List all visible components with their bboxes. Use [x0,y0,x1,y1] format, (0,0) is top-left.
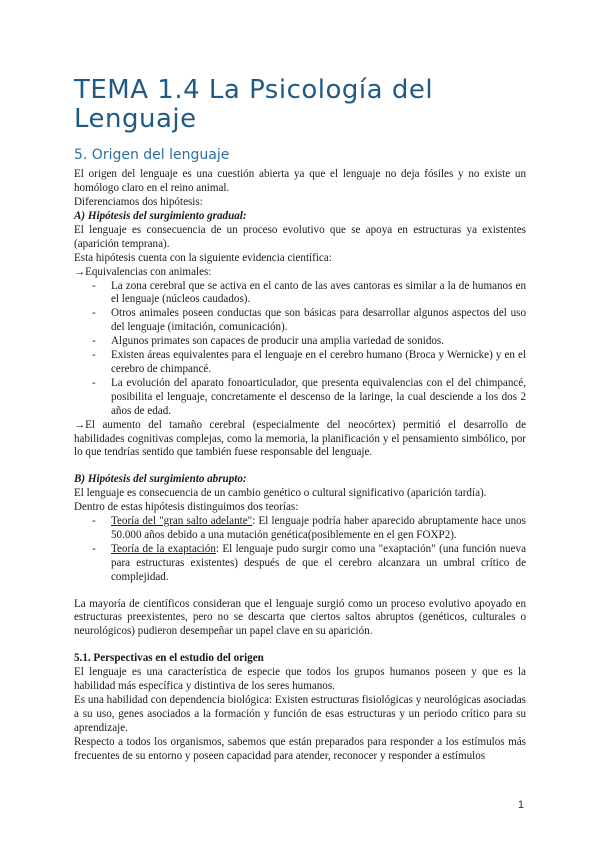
evidence-list [74,280,526,419]
list-item [74,515,526,543]
document-body [74,168,526,763]
theories-list [74,515,526,585]
list-item: - La zona cerebral que se activa en el canto de las aves cantoras es similar a la de humanos en el lenguaje (núcleos caudados). [74,280,526,308]
list-item: - Existen áreas equivalentes para el lenguaje en el cerebro humano (Broca y Wernicke) y en el cerebro de chimpancé. [74,349,526,377]
theory-name: Teoría de la exaptación [111,542,216,555]
section-heading: 5. Origen del lenguaje [74,147,230,164]
hypothesis-a-evidence: Esta hipótesis cuenta con la siguiente evidencia científica: [74,251,332,264]
subsection-paragraph: Es una habilidad con dependencia biológica: Existen estructuras fisiológicas y neurológicas asociadas a su uso, genes asociados a la formación y función de esas estructuras y un periodo crítico para su aprendizaje. [74,694,526,734]
theory-text: : El lenguaje podría haber aparecido abruptamente hace unos 50.000 años debido a una mutación genética(posiblemente en el gen FOXP2). [111,515,526,541]
conclusion-paragraph: La mayoría de científicos consideran que el lenguaje surgió como un proceso evolutivo apoyado en estructuras preexistentes, pero no se descarta que ciertos saltos abruptos (genéticos, culturales o neurológicos) pudieron desempeñar un papel clave en su aparición. [74,597,526,638]
page-title: TEMA 1.4 La Psicología del Lenguaje [74,75,434,134]
hypothesis-a-brain-size: →El aumento del tamaño cerebral (especialmente del neocórtex) permitió el desarrollo de habilidades cognitivas complejas, como la memoria, la planificación y el pensamiento simbólico, por lo que tendrías sentido que también fuese responsable del lenguaje. [74,418,526,459]
hypothesis-b-heading: B) Hipótesis del surgimiento abrupto: [74,473,247,486]
list-item: - Otros animales poseen conductas que son básicas para desarrollar algunos aspectos del uso del lenguaje (imitación, comunicación). [74,307,526,335]
list-item: - Algunos primates son capaces de producir una amplia variedad de sonidos. [74,335,526,349]
hypothesis-b-paragraph: El lenguaje es consecuencia de un cambio genético o cultural significativo (aparición tardía). [74,487,487,500]
subsection-paragraph: El lenguaje es una característica de especie que todos los grupos humanos poseen y que es la habilidad más específica y distintiva de los seres humanos. [74,666,526,693]
page-number: 1 [517,799,524,811]
theory-text: : El lenguaje pudo surgir como una "exaptación" (una función nueva para estructuras existentes) después de que el cerebro alcanzara un umbral crítico de complejidad. [111,542,526,583]
list-item [74,543,526,585]
theory-name: Teoría del "gran salto adelante" [111,515,253,528]
intro-paragraph: El origen del lenguaje es una cuestión abierta ya que el lenguaje no deja fósiles y no existe un homólogo claro en el reino animal. [74,168,526,195]
intro-paragraph-hypotheses: Diferenciamos dos hipótesis: [74,196,203,209]
hypothesis-a-heading: A) Hipótesis del surgimiento gradual: [74,210,247,222]
subsection-paragraph: Respecto a todos los organismos, sabemos que están preparados para responder a los estímulos más frecuentes de su entorno y poseen capacidad para atender, reconocer y responder a estímulos [74,735,526,762]
list-item: - La evolución del aparato fonoarticulador, que presenta equivalencias con el del chimpancé, posibilita el lenguaje, concretamente el descenso de la laringe, la cual desciende a los dos 2 años de edad. [74,377,526,419]
hypothesis-a-paragraph: El lenguaje es consecuencia de un proceso evolutivo que se apoya en estructuras ya existentes (aparición temprana). [74,223,526,250]
subsection-heading: 5.1. Perspectivas en el estudio del origen [74,652,264,665]
hypothesis-a-equivalences: →Equivalencias con animales: [74,265,212,278]
hypothesis-b-theories: Dentro de estas hipótesis distinguimos dos teorías: [74,501,299,514]
